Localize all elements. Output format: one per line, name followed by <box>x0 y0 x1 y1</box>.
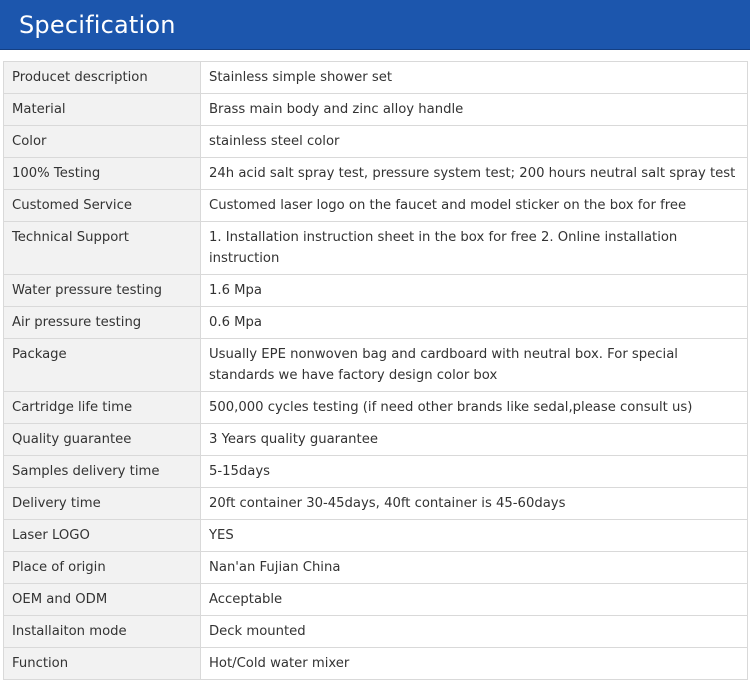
row-label: Installaiton mode <box>4 616 201 648</box>
table-row <box>4 520 748 552</box>
table-row <box>4 190 748 222</box>
table-row <box>4 275 748 307</box>
row-value: 1.6 Mpa <box>201 275 748 307</box>
row-label: Customed Service <box>4 190 201 222</box>
row-value: 20ft container 30-45days, 40ft container is 45-60days <box>201 488 748 520</box>
row-value: Nan'an Fujian China <box>201 552 748 584</box>
table-row <box>4 62 748 94</box>
row-label: Samples delivery time <box>4 456 201 488</box>
table-row <box>4 424 748 456</box>
specification-table-body <box>4 62 748 680</box>
row-label: Water pressure testing <box>4 275 201 307</box>
row-value: Hot/Cold water mixer <box>201 648 748 680</box>
row-label: Package <box>4 339 201 392</box>
row-value: 5-15days <box>201 456 748 488</box>
row-value: Usually EPE nonwoven bag and cardboard with neutral box. For special standards we have factory design color box <box>201 339 748 392</box>
row-value: Acceptable <box>201 584 748 616</box>
table-row <box>4 94 748 126</box>
table-row <box>4 307 748 339</box>
table-row <box>4 158 748 190</box>
specification-table <box>3 61 748 680</box>
row-value: YES <box>201 520 748 552</box>
page-title: Specification <box>19 11 176 39</box>
row-label: Material <box>4 94 201 126</box>
row-label: Laser LOGO <box>4 520 201 552</box>
row-label: Delivery time <box>4 488 201 520</box>
table-row <box>4 552 748 584</box>
table-row <box>4 222 748 275</box>
row-value: stainless steel color <box>201 126 748 158</box>
row-label: Function <box>4 648 201 680</box>
row-value: Customed laser logo on the faucet and model sticker on the box for free <box>201 190 748 222</box>
row-label: Air pressure testing <box>4 307 201 339</box>
row-value: 24h acid salt spray test, pressure system test; 200 hours neutral salt spray test <box>201 158 748 190</box>
table-row <box>4 584 748 616</box>
row-label: Quality guarantee <box>4 424 201 456</box>
table-row <box>4 339 748 392</box>
table-row <box>4 648 748 680</box>
row-value: 3 Years quality guarantee <box>201 424 748 456</box>
row-label: Place of origin <box>4 552 201 584</box>
row-label: Cartridge life time <box>4 392 201 424</box>
specification-header <box>0 0 750 50</box>
row-label: Color <box>4 126 201 158</box>
row-value: Deck mounted <box>201 616 748 648</box>
row-value: 500,000 cycles testing (if need other brands like sedal,please consult us) <box>201 392 748 424</box>
row-value: 1. Installation instruction sheet in the box for free 2. Online installation instruction <box>201 222 748 275</box>
table-row <box>4 392 748 424</box>
row-label: 100% Testing <box>4 158 201 190</box>
row-label: Producet description <box>4 62 201 94</box>
row-value: Stainless simple shower set <box>201 62 748 94</box>
row-value: 0.6 Mpa <box>201 307 748 339</box>
table-row <box>4 488 748 520</box>
table-row <box>4 126 748 158</box>
row-label: OEM and ODM <box>4 584 201 616</box>
table-row <box>4 456 748 488</box>
row-value: Brass main body and zinc alloy handle <box>201 94 748 126</box>
row-label: Technical Support <box>4 222 201 275</box>
table-row <box>4 616 748 648</box>
